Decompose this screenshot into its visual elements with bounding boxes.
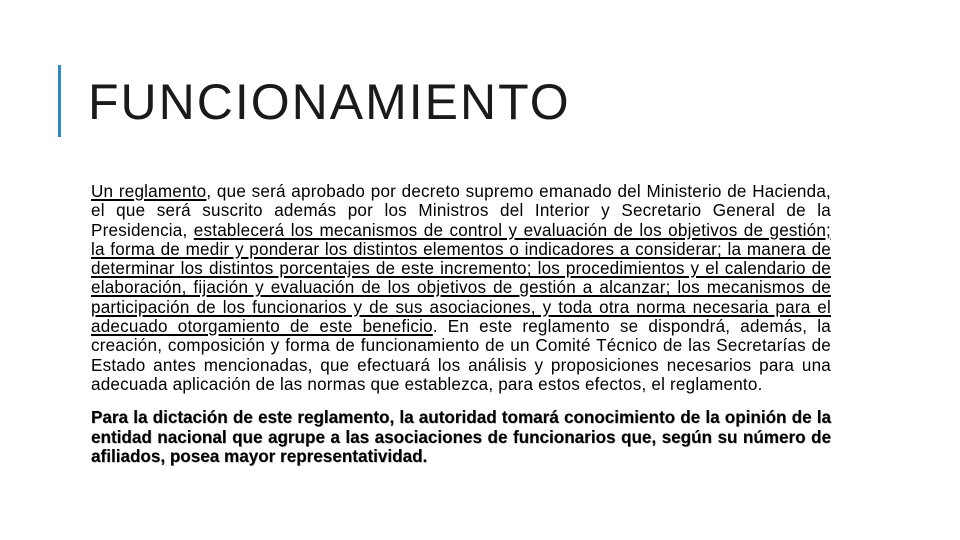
underlined-term-reglamento: Un reglamento	[91, 182, 207, 201]
title-accent-bar	[58, 65, 61, 137]
body-paragraph-2: Para la dictación de este reglamento, la autoridad tomará conocimiento de la opinión de la entidad nacional que agrupe a las asociaciones de funcionarios que, según su número de afiliados, posea mayor representatividad.	[91, 408, 831, 466]
body-paragraph-1	[91, 182, 831, 394]
slide-body	[91, 182, 831, 466]
paragraph-1-text-a: , que será aprobado por decreto supremo emanado del Ministerio de Hacienda, el que será suscrito además por los Ministros del Interior y Secretario General de la Presidencia,	[91, 182, 831, 240]
underlined-passage: establecerá los mecanismos de control y evaluación de los objetivos de gestión; la forma de medir y ponderar los distintos elementos o indicadores a considerar; la manera de determinar los distintos porcentajes de este incremento; los procedimientos y el calendario de elaboración, fijación y evaluación de los objetivos de gestión a alcanzar; los mecanismos de participación de los funcionarios y de sus asociaciones, y toda otra norma necesaria para el adecuado otorgamiento de este beneficio	[91, 220, 831, 337]
slide-title: FUNCIONAMIENTO	[88, 74, 571, 130]
paragraph-1-text-b: . En este reglamento se dispondrá, además, la creación, composición y forma de funcionamiento de un Comité Técnico de las Secretarías de Estado antes mencionadas, que efectuará los análisis y proposiciones necesarios para una adecuada aplicación de las normas que establezca, para estos efectos, el reglamento.	[91, 317, 831, 394]
